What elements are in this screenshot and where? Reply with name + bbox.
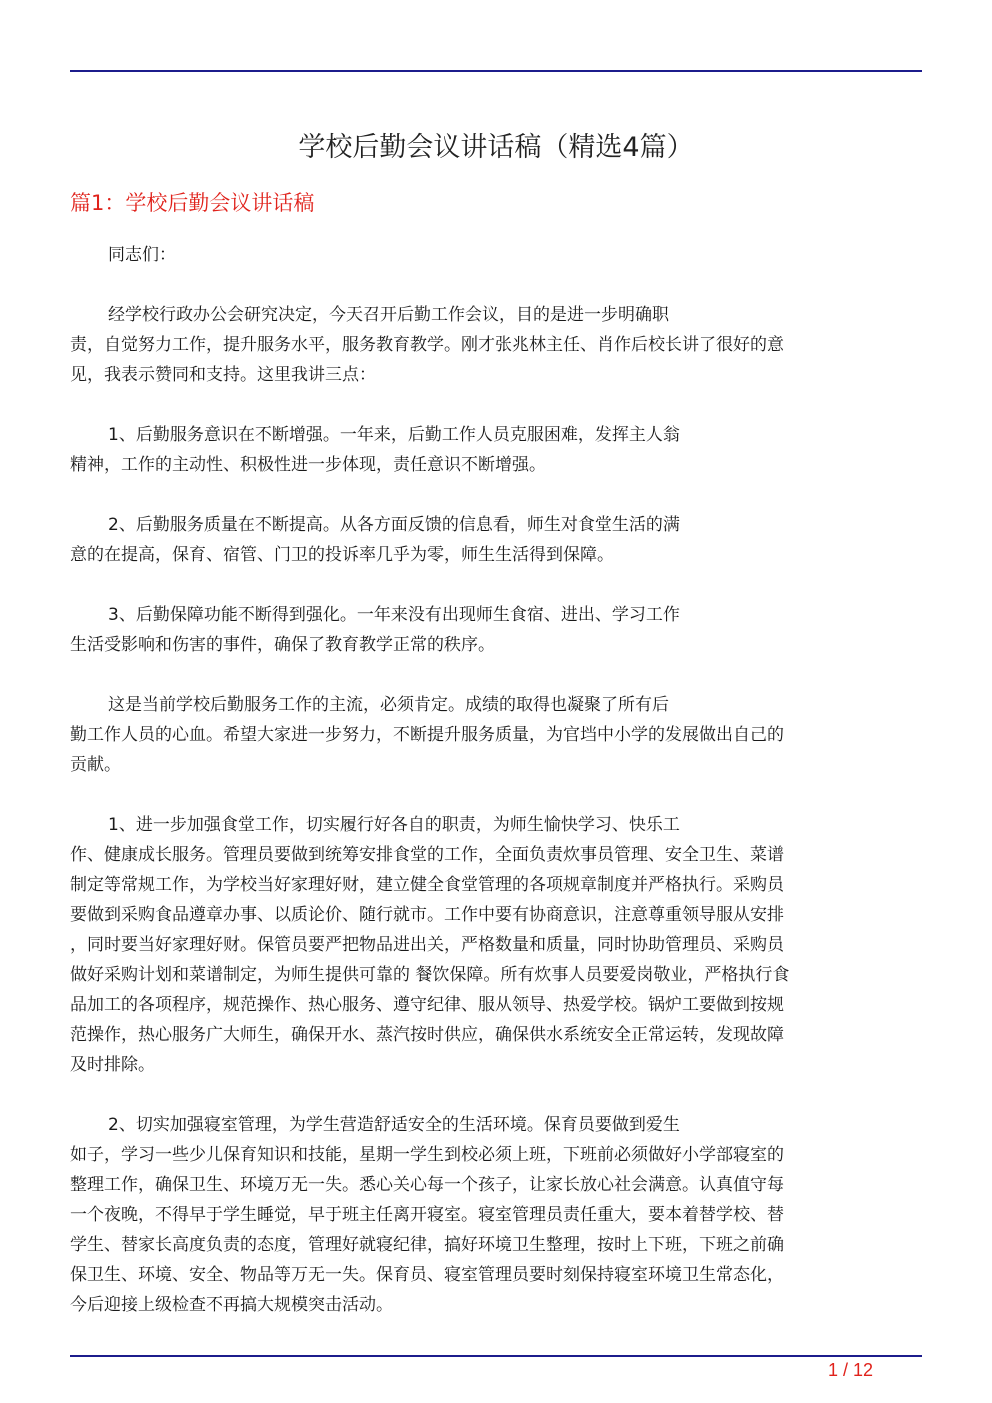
text-line: 1、进一步加强食堂工作，切实履行好各自的职责，为师生愉快学习、快乐工 — [108, 815, 680, 835]
text-line: 一个夜晚，不得早于学生睡觉，早于班主任离开寝室。寝室管理员责任重大，要本着替学校、替 — [70, 1205, 784, 1225]
text-line: 要做到采购食品遵章办事、以质论价、随行就市。工作中要有协商意识，注意尊重领导服从安排 — [70, 905, 784, 925]
top-divider — [70, 70, 922, 72]
text-line: 贡献。 — [70, 755, 121, 775]
paragraph — [70, 420, 922, 480]
text-line: 2、切实加强寝室管理，为学生营造舒适安全的生活环境。保育员要做到爱生 — [108, 1115, 680, 1135]
text-line: 做好采购计划和菜谱制定，为师生提供可靠的 餐饮保障。所有炊事人员要爱岗敬业，严格执行食 — [70, 965, 790, 985]
text-line: 意的在提高，保育、宿管、门卫的投诉率几乎为零，师生生活得到保障。 — [70, 545, 614, 565]
document-title: 学校后勤会议讲话稿（精选4篇） — [298, 132, 694, 163]
text-line: 作、健康成长服务。管理员要做到统筹安排食堂的工作，全面负责炊事员管理、安全卫生、菜谱 — [70, 845, 784, 865]
text-line: 这是当前学校后勤服务工作的主流，必须肯定。成绩的取得也凝聚了所有后 — [108, 695, 669, 715]
text-line: 今后迎接上级检查不再搞大规模突击活动。 — [70, 1295, 393, 1315]
paragraph — [70, 810, 922, 1080]
text-line: 整理工作，确保卫生、环境万无一失。悉心关心每一个孩子，让家长放心社会满意。认真值守每 — [70, 1175, 784, 1195]
section-heading: 篇1：学校后勤会议讲话稿 — [70, 191, 315, 215]
text-line: 勤工作人员的心血。希望大家进一步努力，不断提升服务质量，为官垱中小学的发展做出自己的 — [70, 725, 784, 745]
page-number: 1 / 12 — [828, 1360, 874, 1380]
text-line: 学生、替家长高度负责的态度，管理好就寝纪律，搞好环境卫生整理，按时上下班，下班之前确 — [70, 1235, 784, 1255]
text-line: 精神，工作的主动性、积极性进一步体现，责任意识不断增强。 — [70, 455, 546, 475]
text-line: 范操作，热心服务广大师生，确保开水、蒸汽按时供应，确保供水系统安全正常运转，发现故障 — [70, 1025, 784, 1045]
paragraph — [70, 240, 922, 270]
text-line: 见，我表示赞同和支持。这里我讲三点： — [70, 365, 376, 385]
text-line: 制定等常规工作，为学校当好家理好财，建立健全食堂管理的各项规章制度并严格执行。采购员 — [70, 875, 784, 895]
text-line: 2、后勤服务质量在不断提高。从各方面反馈的信息看，师生对食堂生活的满 — [108, 515, 680, 535]
text-line: 1、后勤服务意识在不断增强。一年来，后勤工作人员克服困难，发挥主人翁 — [108, 425, 680, 445]
text-line: 经学校行政办公会研究决定，今天召开后勤工作会议，目的是进一步明确职 — [108, 305, 669, 325]
paragraph — [70, 510, 922, 570]
text-line: 同志们： — [108, 245, 176, 265]
text-line: ，同时要当好家理好财。保管员要严把物品进出关，严格数量和质量，同时协助管理员、采购员 — [70, 935, 784, 955]
text-line: 如子，学习一些少儿保育知识和技能，星期一学生到校必须上班，下班前必须做好小学部寝室的 — [70, 1145, 784, 1165]
text-line: 保卫生、环境、安全、物品等万无一失。保育员、寝室管理员要时刻保持寝室环境卫生常态化， — [70, 1265, 784, 1285]
paragraph — [70, 690, 922, 780]
document-body — [70, 240, 922, 1350]
text-line: 3、后勤保障功能不断得到强化。一年来没有出现师生食宿、进出、学习工作 — [108, 605, 680, 625]
text-line: 生活受影响和伤害的事件，确保了教育教学正常的秩序。 — [70, 635, 495, 655]
paragraph — [70, 600, 922, 660]
text-line: 责，自觉努力工作，提升服务水平，服务教育教学。刚才张兆林主任、肖作后校长讲了很好的意 — [70, 335, 784, 355]
text-line: 品加工的各项程序，规范操作、热心服务、遵守纪律、服从领导、热爱学校。锅炉工要做到按规 — [70, 995, 784, 1015]
paragraph — [70, 1110, 922, 1320]
text-line: 及时排除。 — [70, 1055, 155, 1075]
paragraph — [70, 300, 922, 390]
bottom-divider — [70, 1355, 922, 1357]
